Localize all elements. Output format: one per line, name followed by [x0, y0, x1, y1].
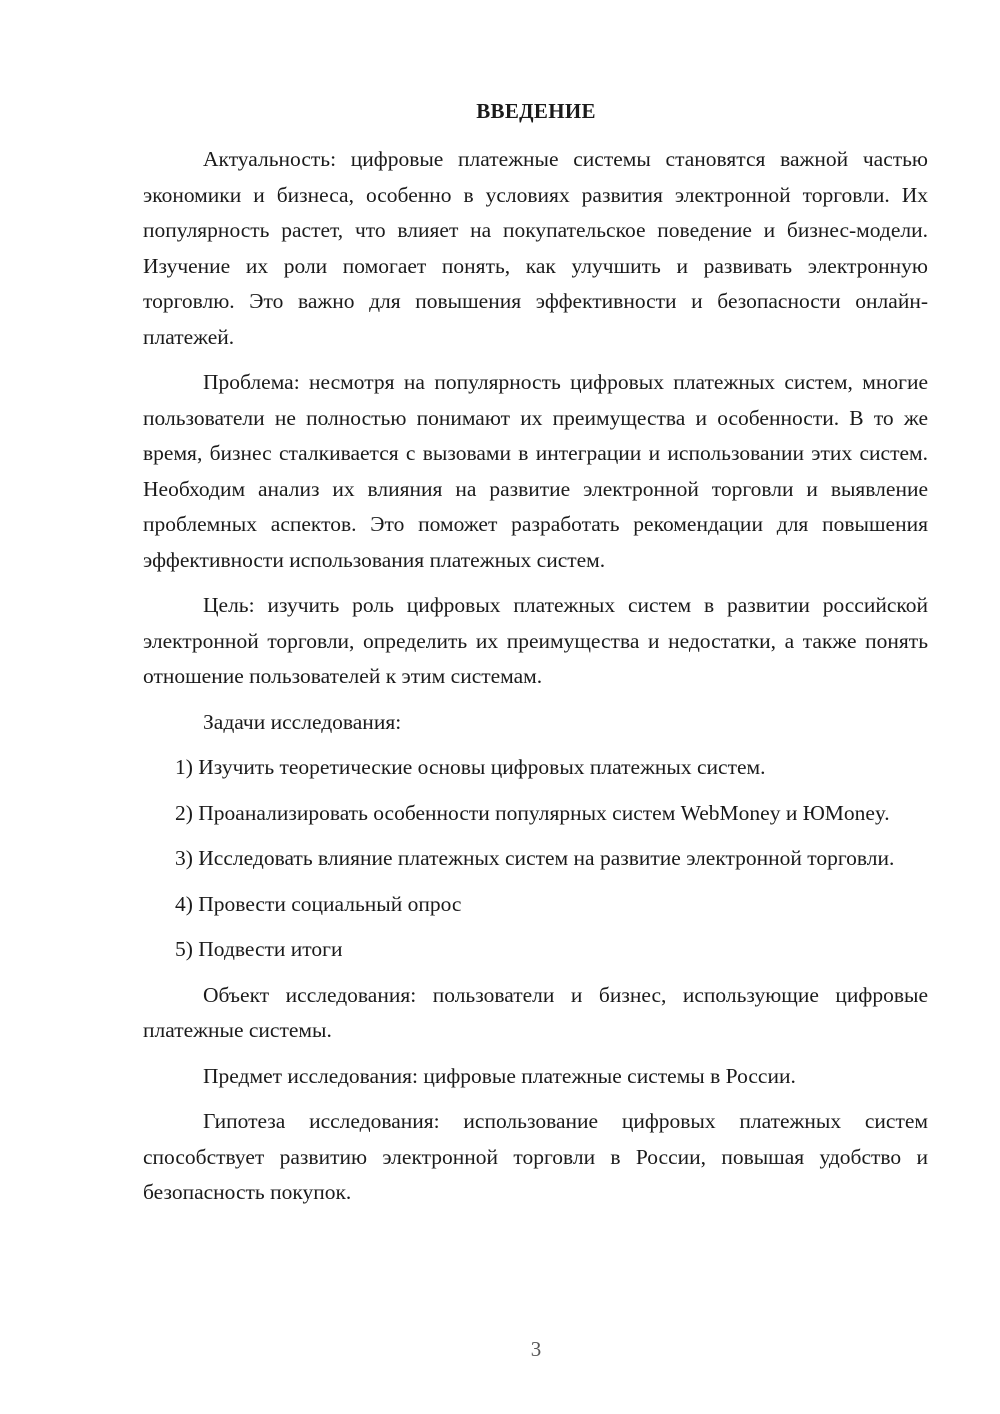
- page-number: 3: [530, 1337, 542, 1361]
- paragraph-subject: Предмет исследования: цифровые платежные системы в России.: [203, 1063, 796, 1088]
- paragraph-problem: Проблема: несмотря на популярность цифровых платежных систем, многие пользователи не полностью понимают их преимущества и особенности. В то же время, бизнес сталкивается с вызовами в интеграции и использовании этих систем. Необходим анализ их влияния на развитие электронной торговли и выявление проблемных аспектов. Это поможет разработать рекомендации для повышения эффективности использования платежных систем.: [143, 370, 928, 572]
- task-item-4: 4) Провести социальный опрос: [175, 891, 462, 916]
- paragraph-object: Объект исследования: пользователи и бизнес, использующие цифровые платежные системы.: [143, 982, 928, 1042]
- task-item-5: 5) Подвести итоги: [175, 937, 343, 961]
- section-title: ВВЕДЕНИЕ: [476, 99, 596, 123]
- task-item-1: 1) Изучить теоретические основы цифровых платежных систем.: [175, 755, 766, 779]
- paragraph-hypothesis: Гипотеза исследования: использование цифровых платежных систем способствует развитию электронной торговли в России, повышая удобство и безопасность покупок.: [143, 1109, 928, 1204]
- document-body: [143, 142, 928, 1221]
- tasks-heading: Задачи исследования:: [203, 709, 402, 734]
- task-item-2: 2) Проанализировать особенности популярных систем WebMoney и ЮMoney.: [175, 800, 890, 825]
- task-item-3: 3) Исследовать влияние платежных систем на развитие электронной торговли.: [175, 846, 895, 870]
- paragraph-relevance: Актуальность: цифровые платежные системы становятся важной частью экономики и бизнеса, особенно в условиях развития электронной торговли. Их популярность растет, что влияет на покупательское поведение и бизнес-модели. Изучение их роли помогает понять, как улучшить и развивать электронную торговлю. Это важно для повышения эффективности и безопасности онлайн-платежей.: [143, 147, 928, 349]
- paragraph-goal: Цель: изучить роль цифровых платежных систем в развитии российской электронной торговли, определить их преимущества и недостатки, а также понять отношение пользователей к этим системам.: [143, 593, 928, 688]
